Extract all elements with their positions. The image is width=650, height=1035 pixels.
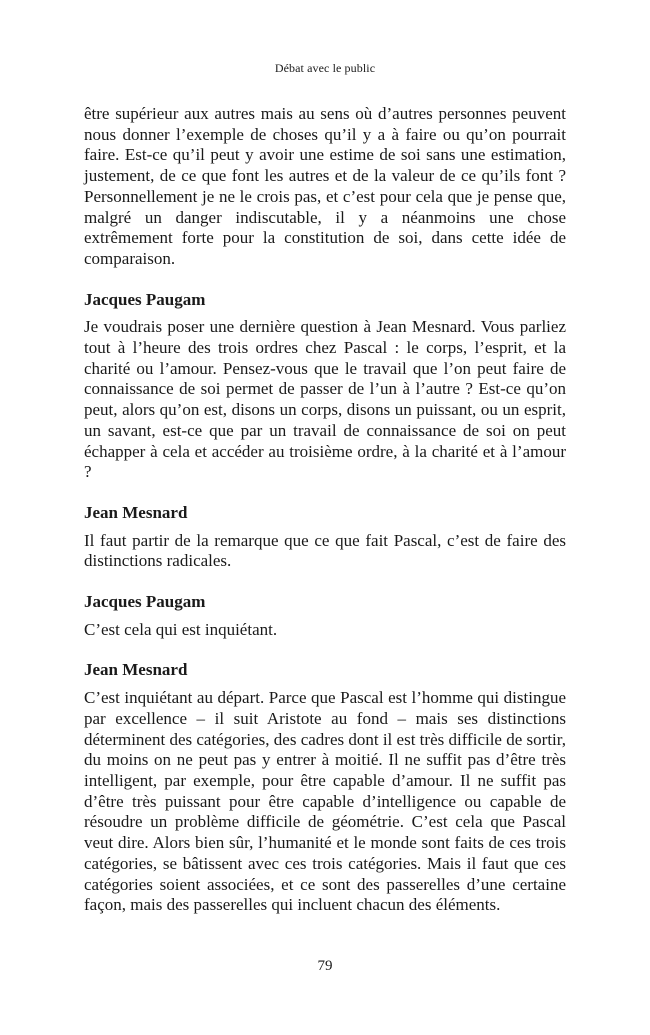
- paragraph-intro: être supérieur aux autres mais au sens où d’autres personnes peuvent nous donner l’exemple de choses qu’il y a à faire ou qu’on pourrait faire. Est-ce qu’il peut y avoir une estime de soi sans une estimation, justement, de ce que font les autres et de la valeur de ce qu’ils font ? Personnellement je ne le crois pas, et c’est pour cela que je pense que, malgré un danger indiscutable, il y a néanmoins une chose extrêmement forte pour la constitution de soi, dans cette idée de comparaison.: [84, 104, 566, 268]
- speaker-name: Jean Mesnard: [84, 502, 188, 522]
- speaker-name: Jacques Paugam: [84, 592, 206, 612]
- paragraph-question: Je voudrais poser une dernière question à Jean Mesnard. Vous parliez tout à l’heure des trois ordres chez Pascal : le corps, l’esprit, et la charité ou l’amour. Pensez-vous que le travail que l’on peut faire de connaissance de soi permet de passer de l’un à l’autre ? Est-ce qu’on peut, alors qu’on est, disons un corps, disons un puissant, ou un esprit, un savant, est-ce que par un travail de connaissance de soi on peut échapper à cela et accéder au troisième ordre, à la charité et à l’amour ?: [84, 317, 566, 482]
- paragraph-answer: Il faut partir de la remarque que ce que fait Pascal, c’est de faire des distinctions radicales.: [84, 530, 566, 571]
- page-number: 79: [317, 958, 333, 974]
- paragraph-answer-long: C’est inquiétant au départ. Parce que Pascal est l’homme qui distingue par excellence – il suit Aristote au fond – mais ses distinctions déterminent des catégories, des cadres dont il est très difficile de sortir, du moins on ne peut pas y entrer à moitié. Il ne suffit pas d’être très intelligent, par exemple, pour être capable d’amour. Il ne suffit pas d’être très puissant pour être capable d’intelligence ou capable de résoudre un problème difficile de géométrie. C’est cela que Pascal veut dire. Alors bien sûr, l’humanité et le monde sont faits de ces trois catégories, se bâtissent avec ces trois catégories. Mais il faut que ces catégories soient associées, et ce sont des passerelles d’une certaine façon, mais des passerelles qui incluent chacun des éléments.: [84, 688, 566, 915]
- page-body: [84, 104, 566, 916]
- paragraph-remark: C’est cela qui est inquiétant.: [84, 619, 278, 639]
- speaker-name: Jacques Paugam: [84, 289, 206, 309]
- speaker-name: Jean Mesnard: [84, 660, 188, 680]
- running-head: Débat avec le public: [274, 61, 376, 75]
